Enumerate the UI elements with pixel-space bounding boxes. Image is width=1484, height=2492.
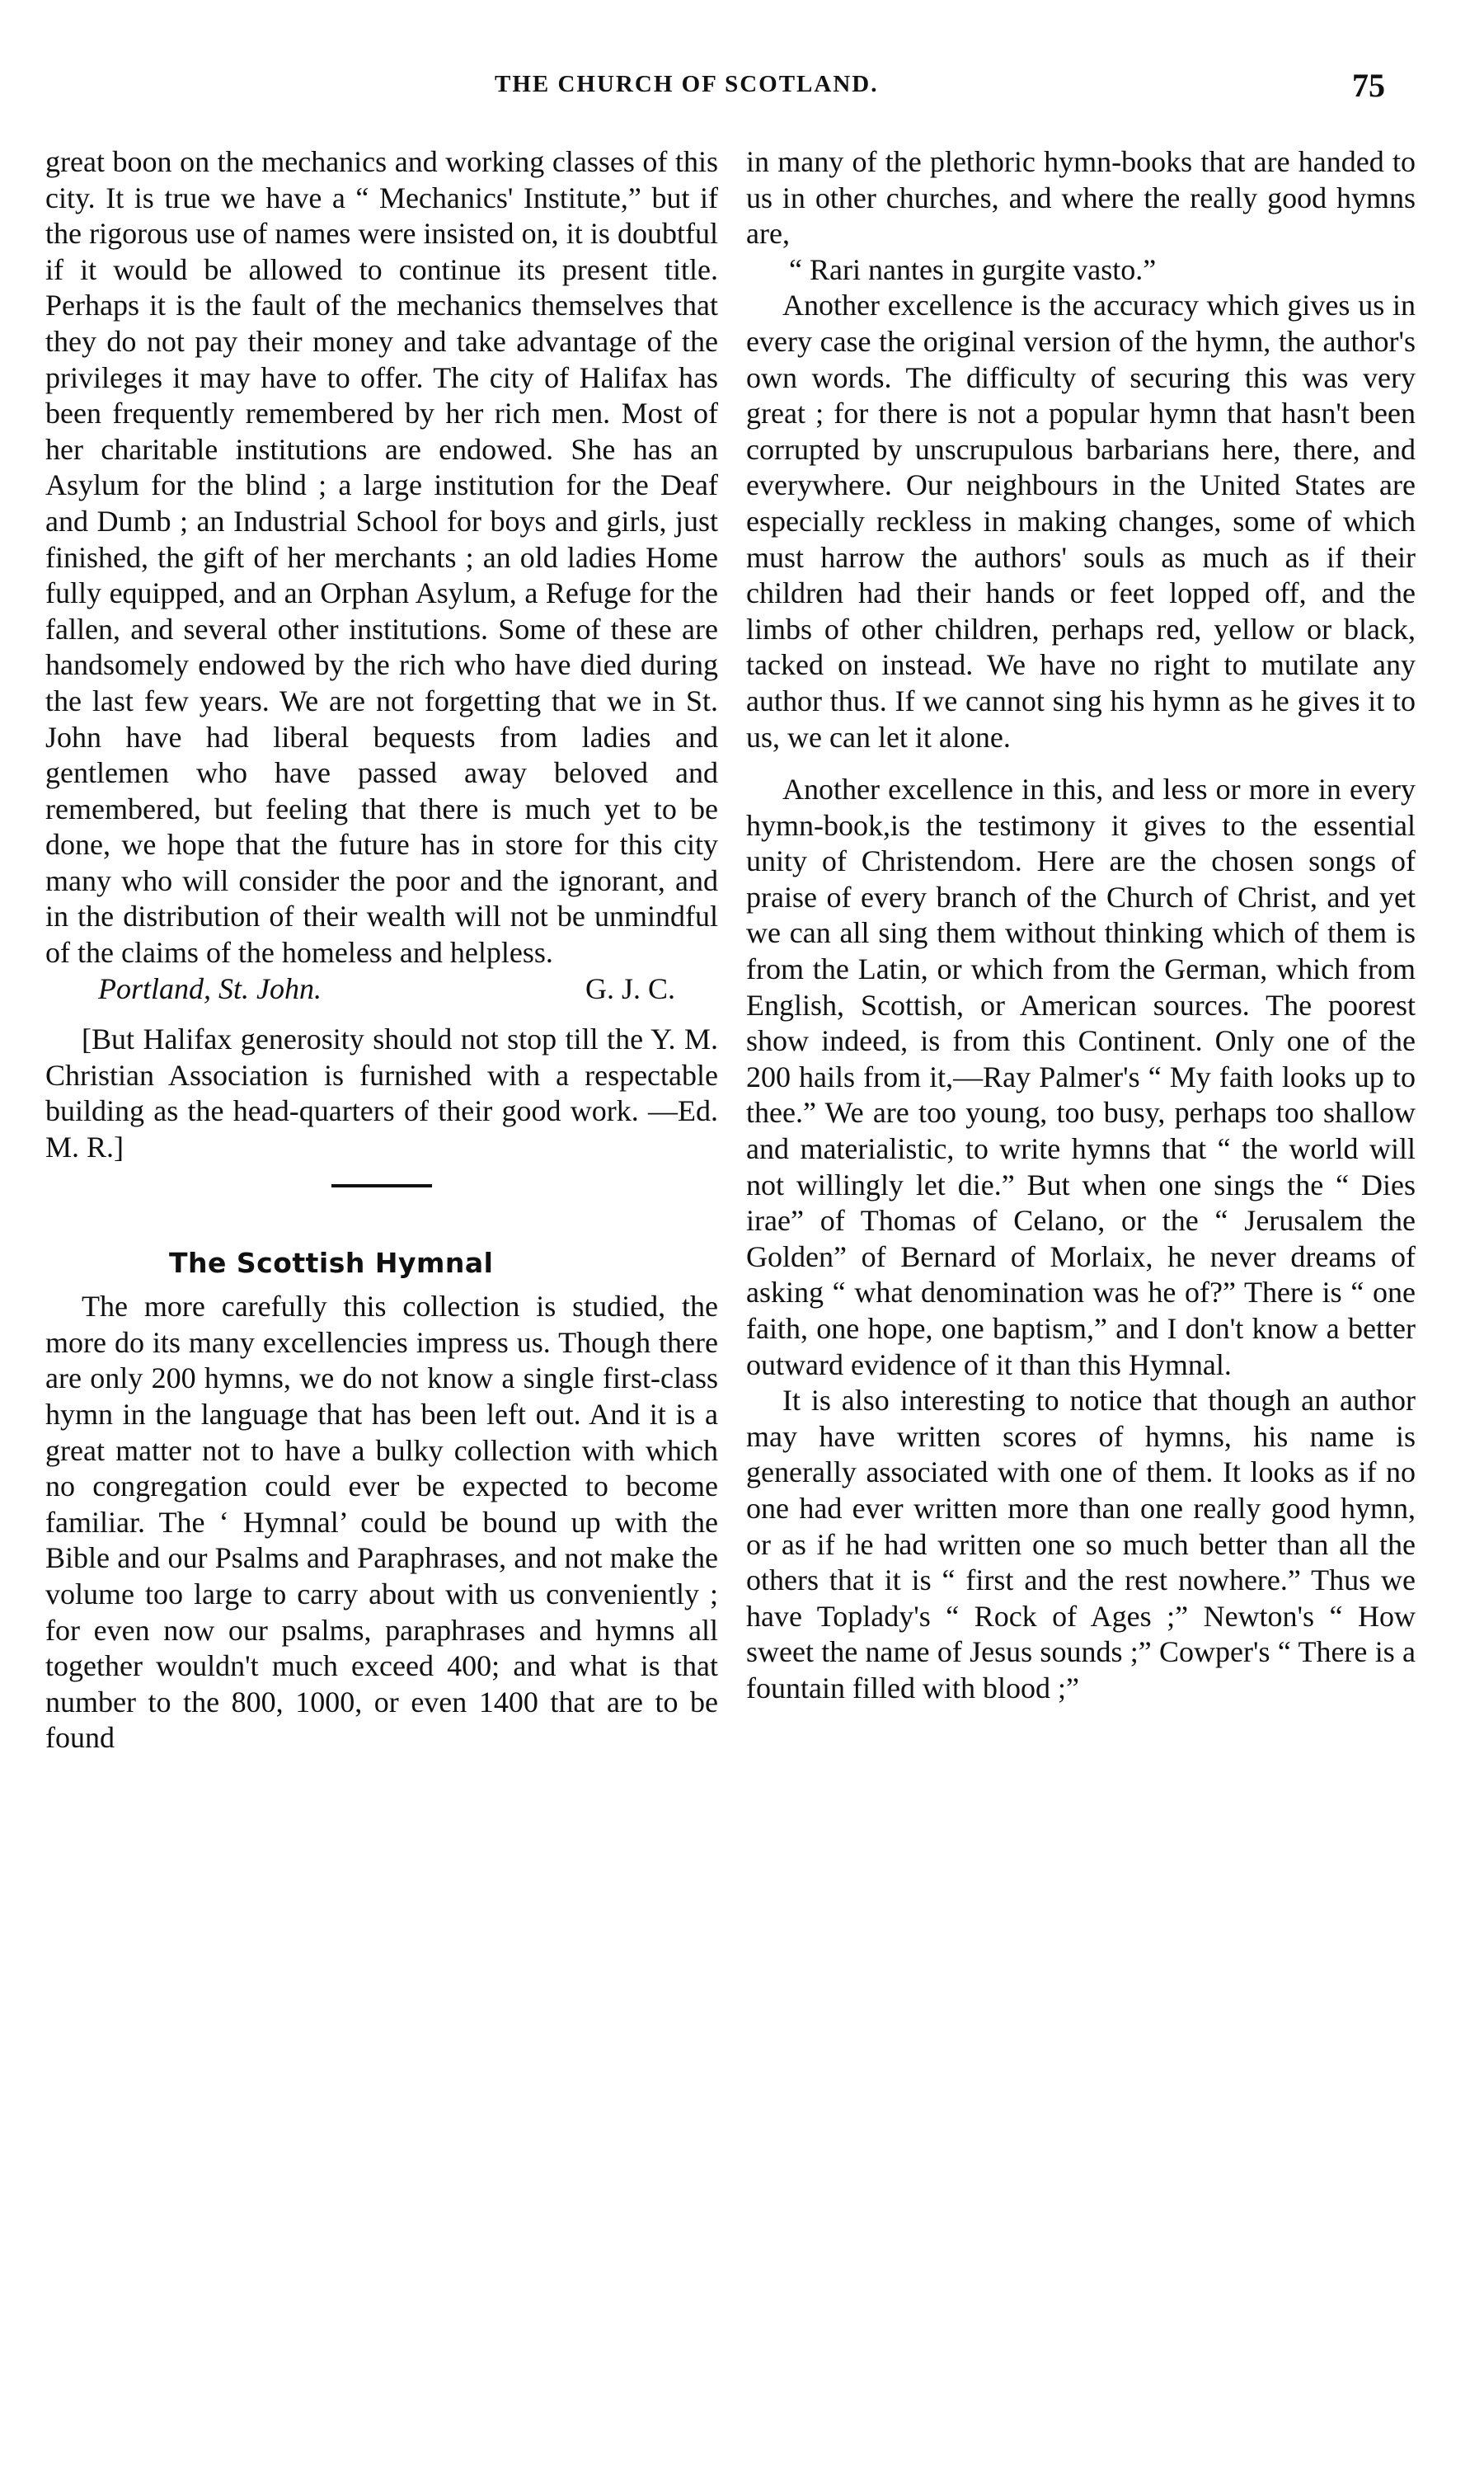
signature-initials: G. J. C. [585,971,675,1005]
editor-note: [But Halifax generosity should not stop till the Y. M. Christian Association is furnished with a respectable building as the head-quarters of their good work. —Ed. M. R.] [45,1023,718,1164]
signature-line [45,971,718,1008]
running-head [495,66,1402,115]
section-divider-rule [331,1184,432,1187]
right-paragraph-1: in many of the plethoric hymn-books that are handed to us in other churches, and where the really good hymns are, [746,145,1416,251]
left-column [45,144,718,1756]
signature-place: Portland, St. John. [98,971,322,1005]
right-paragraph-2: Another excellence is the accuracy which gives us in every case the original version of the hymn, the author's own words. The difficulty of securing this was very great ; for there is not a popular hymn that hasn't been corrupted by unscrupulous barbarians here, there, and everywhere. Our neighbours in the United States are especially reckless in making changes, some of which must harrow the authors' souls as much as if their children had their hands or feet lopped off, and the limbs of other children, perhaps red, yellow or black, tacked on instead. We have no right to mutilate any author thus. If we cannot sing his hymn as he gives it to us, we can let it alone. [746,289,1416,754]
left-paragraph-1: great boon on the mechanics and working classes of this city. It is true we have a “ Mechanics' Institute,” but if the rigorous use of names were insisted on, it is doubtful if it would be allowed to continue its present title. Perhaps it is the fault of the mechanics themselves that they do not pay their money and take advantage of the privileges it may have to offer. The city of Halifax has been frequently remembered by her rich men. Most of her charitable institutions are endowed. She has an Asylum for the blind ; a large institution for the Deaf and Dumb ; an Industrial School for boys and girls, just finished, the gift of her merchants ; an old ladies Home fully equipped, and an Orphan Asylum, a Refuge for the fallen, and several other institutions. Some of these are handsomely endowed by the rich who have died during the last few years. We are not forgetting that we in St. John have had liberal bequests from ladies and gentlemen who have passed away beloved and remembered, but feeling that there is much yet to be done, we hope that the future has in store for this city many who will consider the poor and the ignorant, and in the distribution of their wealth will not be unmindful of the claims of the homeless and helpless. [45,145,718,970]
right-column [746,144,1416,1707]
right-paragraph-3: Another excellence in this, and less or more in every hymn-book,is the testimony it gives to the essential unity of Christendom. Here are the chosen songs of praise of every branch of the Church of Christ, and yet we can all sing them without thinking which of them is from the Latin, or which from the German, which from English, Scottish, or American sources. The poorest show indeed, is from this Continent. Only one of the 200 hails from it,—Ray Palmer's “ My faith looks up to thee.” We are too young, too busy, perhaps too shallow and materialistic, to write hymns that “ the world will not willingly let die.” But when one sings the “ Dies irae” of Thomas of Celano, or the “ Jerusalem the Golden” of Bernard of Morlaix, he never dreams of asking “ what denomination was he of?” There is “ one faith, one hope, one baptism,” and I don't know a better outward evidence of it than this Hymnal. [746,773,1416,1381]
running-title: THE CHURCH OF SCOTLAND. [495,71,879,97]
right-paragraph-4: It is also interesting to notice that though an author may have written scores of hymns, his name is generally associated with one of them. It looks as if no one had ever written more than one really good hymn, or as if he had written one so much better than all the others that it is “ first and the rest nowhere.” Thus we have Toplady's “ Rock of Ages ;” Newton's “ How sweet the name of Jesus sounds ;” Cowper's “ There is a fountain filled with blood ;” [746,1384,1416,1704]
left-paragraph-2: The more carefully this collection is studied, the more do its many excellencies impress us. Though there are only 200 hymns, we do not know a single first-class hymn in the language that has been left out. And it is a great matter not to have a bulky collection with which no congregation could ever be expected to become familiar. The ‘ Hymnal’ could be bound up with the Bible and our Psalms and Paraphrases, and not make the volume too large to carry about with us conveniently ; for even now our psalms, paraphrases and hymns all together wouldn't much exceed 400; and what is that number to the 800, 1000, or even 1400 that are to be found [45,1290,718,1755]
latin-quote: “ Rari nantes in gurgite vasto.” [789,252,1157,286]
section-heading: The Scottish Hymnal [169,1246,494,1279]
page-number: 75 [1352,67,1385,104]
